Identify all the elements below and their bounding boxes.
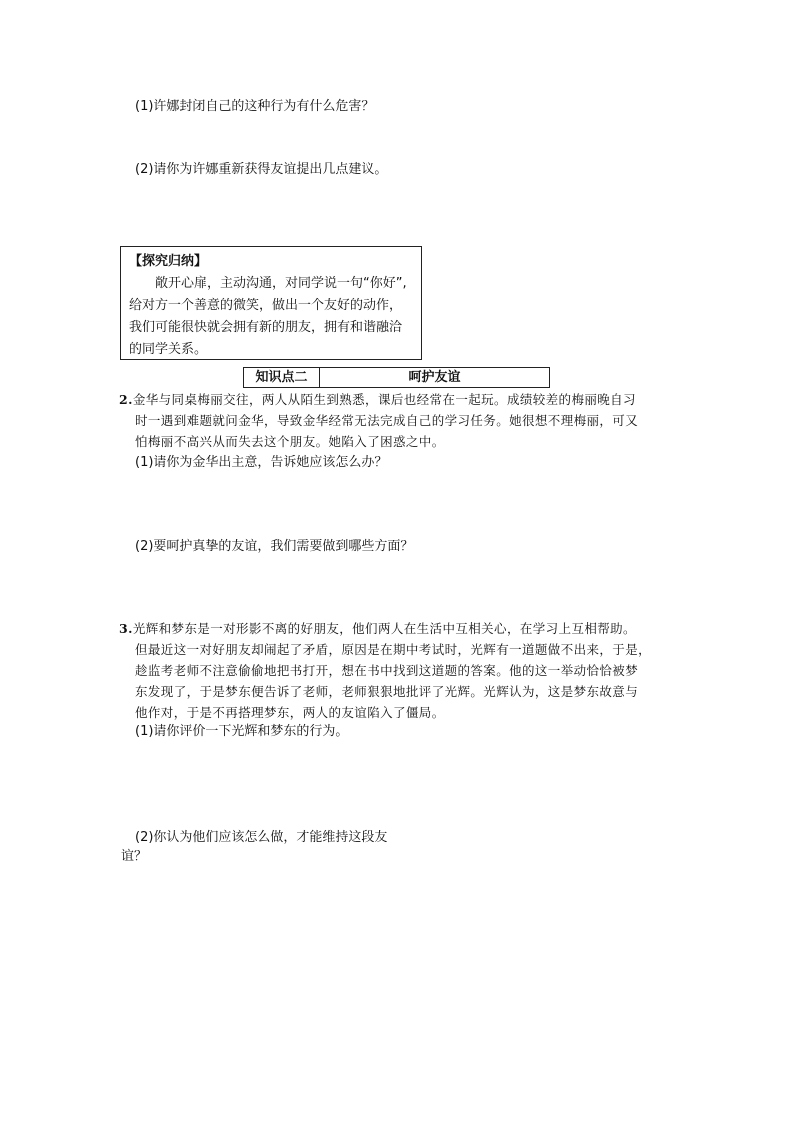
question-1-2: (2)请你为许娜重新获得友谊提出几点建议。 [135, 162, 388, 177]
question-3-2-line-2: 谊？ [121, 849, 148, 864]
knowledge-point-title: 呵护友谊 [408, 370, 461, 385]
question-2-line-1: 2.金华与同桌梅丽交往，两人从陌生到熟悉，课后也经常在一起玩。成绩较差的梅丽晚自习 [119, 392, 636, 407]
question-3-line-1: 3.光辉和梦东是一对形影不离的好朋友，他们两人在生活中互相关心，在学习上互相帮助。 [119, 621, 636, 636]
knowledge-point-label: 知识点二 [244, 368, 320, 387]
question-3-1: (1)请你评价一下光辉和梦东的行为。 [135, 724, 349, 739]
question-3-line-5: 他作对，于是不再搭理梦东，两人的友谊陷入了僵局。 [135, 705, 445, 720]
question-3-line-4: 东发现了，于是梦东便告诉了老师，老师狠狠地批评了光辉。光辉认为，这是梦东故意与 [135, 684, 639, 699]
question-2-2: (2)要呵护真挚的友谊，我们需要做到哪些方面？ [135, 539, 414, 554]
question-3-2-line-1: (2)你认为他们应该怎么做，才能维持这段友 [135, 830, 388, 845]
question-1-1: (1)许娜封闭自己的这种行为有什么危害？ [135, 99, 375, 114]
knowledge-point-header [243, 367, 550, 388]
question-2-line-3: 怕梅丽不高兴从而失去这个朋友。她陷入了困惑之中。 [135, 434, 445, 449]
question-2-1: (1)请你为金华出主意，告诉她应该怎么办？ [135, 455, 388, 470]
question-3-line-3: 趁监考老师不注意偷偷地把书打开，想在书中找到这道题的答案。他的这一举动恰恰被梦 [135, 663, 639, 678]
question-3-line-2: 但最近这一对好朋友却闹起了矛盾，原因是在期中考试时，光辉有一道题做不出来，于是， [135, 642, 652, 657]
summary-title: 【探究归纳】 [129, 254, 208, 269]
question-3-number: 3. [119, 621, 133, 636]
summary-box [120, 246, 422, 360]
question-2-number: 2. [119, 392, 133, 407]
summary-body: 敞开心扉，主动沟通，对同学说一句“你好”,给对方一个善意的微笑，做出一个友好的动作，我们可能很快就会拥有新的朋友，拥有和谐融洽的同学关系。 [129, 276, 407, 357]
question-2-line-2: 时一遇到难题就问金华，导致金华经常无法完成自己的学习任务。她很想不理梅丽，可又 [135, 413, 639, 428]
